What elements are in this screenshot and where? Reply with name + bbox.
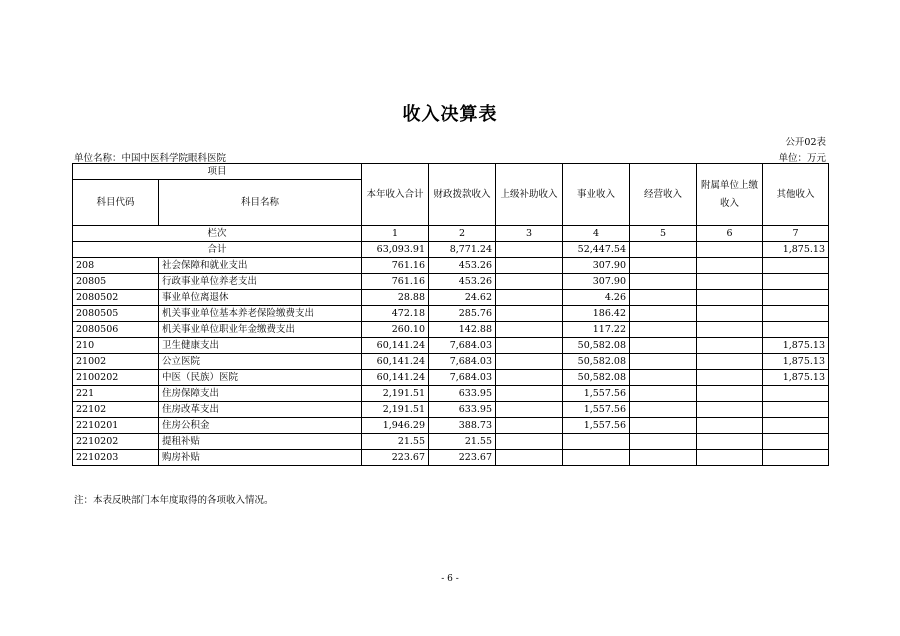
subject-name: 机关事业单位基本养老保险缴费支出 bbox=[159, 306, 362, 322]
amount-cell bbox=[496, 258, 563, 274]
total-row bbox=[73, 242, 829, 258]
amount-cell bbox=[763, 322, 829, 338]
subject-code: 210 bbox=[73, 338, 159, 354]
amount-cell: 2,191.51 bbox=[362, 402, 429, 418]
col-num: 5 bbox=[630, 226, 697, 242]
subject-name: 卫生健康支出 bbox=[159, 338, 362, 354]
amount-cell: 50,582.08 bbox=[563, 370, 630, 386]
amount-cell: 50,582.08 bbox=[563, 338, 630, 354]
amount-cell bbox=[697, 354, 763, 370]
table-row bbox=[73, 274, 829, 290]
table-row bbox=[73, 306, 829, 322]
page-title: 收入决算表 bbox=[402, 104, 498, 125]
subject-name: 社会保障和就业支出 bbox=[159, 258, 362, 274]
amount-cell: 633.95 bbox=[429, 402, 496, 418]
amount-cell bbox=[496, 274, 563, 290]
subject-code: 2080502 bbox=[73, 290, 159, 306]
header-total: 本年收入合计 bbox=[362, 164, 429, 226]
amount-cell: 472.18 bbox=[362, 306, 429, 322]
amount-cell: 50,582.08 bbox=[563, 354, 630, 370]
subject-code: 21002 bbox=[73, 354, 159, 370]
total-value bbox=[496, 242, 563, 258]
subject-name: 公立医院 bbox=[159, 354, 362, 370]
amount-cell: 28.88 bbox=[362, 290, 429, 306]
header-business: 事业收入 bbox=[563, 164, 630, 226]
amount-cell: 1,557.56 bbox=[563, 418, 630, 434]
total-value bbox=[630, 242, 697, 258]
amount-cell bbox=[697, 258, 763, 274]
table-row bbox=[73, 402, 829, 418]
amount-cell bbox=[697, 402, 763, 418]
amount-cell bbox=[630, 434, 697, 450]
amount-cell bbox=[630, 450, 697, 466]
amount-cell bbox=[697, 274, 763, 290]
amount-cell bbox=[763, 450, 829, 466]
total-value: 1,875.13 bbox=[763, 242, 829, 258]
table-row bbox=[73, 370, 829, 386]
header-other: 其他收入 bbox=[763, 164, 829, 226]
amount-cell: 453.26 bbox=[429, 258, 496, 274]
amount-cell bbox=[763, 434, 829, 450]
amount-cell bbox=[496, 386, 563, 402]
amount-cell: 761.16 bbox=[362, 274, 429, 290]
amount-cell: 21.55 bbox=[429, 434, 496, 450]
subject-name: 提租补贴 bbox=[159, 434, 362, 450]
amount-cell bbox=[496, 418, 563, 434]
amount-cell: 142.88 bbox=[429, 322, 496, 338]
footnote: 注：本表反映部门本年度取得的各项收入情况。 bbox=[74, 495, 274, 506]
amount-cell bbox=[630, 402, 697, 418]
subject-name: 行政事业单位养老支出 bbox=[159, 274, 362, 290]
col-num: 7 bbox=[763, 226, 829, 242]
table-row bbox=[73, 258, 829, 274]
amount-cell: 388.73 bbox=[429, 418, 496, 434]
amount-cell bbox=[630, 386, 697, 402]
amount-cell bbox=[630, 354, 697, 370]
amount-cell bbox=[496, 290, 563, 306]
amount-cell: 24.62 bbox=[429, 290, 496, 306]
amount-cell bbox=[763, 418, 829, 434]
subject-name: 中医（民族）医院 bbox=[159, 370, 362, 386]
col-num: 1 bbox=[362, 226, 429, 242]
amount-cell: 307.90 bbox=[563, 258, 630, 274]
subject-name: 购房补贴 bbox=[159, 450, 362, 466]
form-number: 公开02表 bbox=[785, 137, 826, 148]
amount-cell: 7,684.03 bbox=[429, 354, 496, 370]
amount-cell: 260.10 bbox=[362, 322, 429, 338]
amount-cell bbox=[630, 322, 697, 338]
amount-cell bbox=[697, 434, 763, 450]
amount-cell: 60,141.24 bbox=[362, 338, 429, 354]
table-body bbox=[73, 226, 829, 466]
table-row bbox=[73, 322, 829, 338]
amount-cell: 1,875.13 bbox=[763, 370, 829, 386]
amount-cell: 7,684.03 bbox=[429, 370, 496, 386]
subject-name: 住房公积金 bbox=[159, 418, 362, 434]
header-item: 项目 bbox=[73, 164, 362, 180]
amount-cell bbox=[697, 370, 763, 386]
subject-code: 2210202 bbox=[73, 434, 159, 450]
subject-name: 住房改革支出 bbox=[159, 402, 362, 418]
amount-cell: 633.95 bbox=[429, 386, 496, 402]
col-num: 6 bbox=[697, 226, 763, 242]
amount-cell bbox=[563, 434, 630, 450]
subject-name: 事业单位离退休 bbox=[159, 290, 362, 306]
amount-cell: 7,684.03 bbox=[429, 338, 496, 354]
subject-code: 208 bbox=[73, 258, 159, 274]
currency-unit: 单位：万元 bbox=[778, 153, 826, 164]
amount-cell bbox=[697, 338, 763, 354]
amount-cell: 223.67 bbox=[362, 450, 429, 466]
amount-cell bbox=[496, 370, 563, 386]
amount-cell bbox=[496, 322, 563, 338]
amount-cell bbox=[763, 386, 829, 402]
subject-code: 221 bbox=[73, 386, 159, 402]
amount-cell: 2,191.51 bbox=[362, 386, 429, 402]
column-number-row bbox=[73, 226, 829, 242]
amount-cell bbox=[563, 450, 630, 466]
subject-name: 机关事业单位职业年金缴费支出 bbox=[159, 322, 362, 338]
amount-cell bbox=[630, 258, 697, 274]
col-num: 3 bbox=[496, 226, 563, 242]
amount-cell bbox=[630, 338, 697, 354]
amount-cell bbox=[496, 434, 563, 450]
amount-cell bbox=[496, 354, 563, 370]
subject-code: 2080505 bbox=[73, 306, 159, 322]
subject-code: 2080506 bbox=[73, 322, 159, 338]
amount-cell bbox=[630, 306, 697, 322]
amount-cell: 186.42 bbox=[563, 306, 630, 322]
amount-cell bbox=[763, 402, 829, 418]
subject-code: 2210201 bbox=[73, 418, 159, 434]
header-code: 科目代码 bbox=[73, 180, 159, 226]
amount-cell bbox=[763, 306, 829, 322]
header-fiscal: 财政拨款收入 bbox=[429, 164, 496, 226]
amount-cell: 117.22 bbox=[563, 322, 630, 338]
header-affiliate: 附属单位上缴收入 bbox=[697, 164, 763, 226]
subject-code: 20805 bbox=[73, 274, 159, 290]
col-num: 4 bbox=[563, 226, 630, 242]
amount-cell: 761.16 bbox=[362, 258, 429, 274]
amount-cell: 1,557.56 bbox=[563, 386, 630, 402]
amount-cell: 285.76 bbox=[429, 306, 496, 322]
amount-cell: 453.26 bbox=[429, 274, 496, 290]
amount-cell: 1,875.13 bbox=[763, 354, 829, 370]
header-superior: 上级补助收入 bbox=[496, 164, 563, 226]
amount-cell bbox=[697, 418, 763, 434]
amount-cell: 1,875.13 bbox=[763, 338, 829, 354]
amount-cell bbox=[630, 370, 697, 386]
amount-cell: 60,141.24 bbox=[362, 354, 429, 370]
header-name: 科目名称 bbox=[159, 180, 362, 226]
table-row bbox=[73, 434, 829, 450]
subject-code: 2210203 bbox=[73, 450, 159, 466]
amount-cell bbox=[697, 290, 763, 306]
header-operating: 经营收入 bbox=[630, 164, 697, 226]
col-num: 2 bbox=[429, 226, 496, 242]
table-row bbox=[73, 354, 829, 370]
amount-cell bbox=[496, 450, 563, 466]
amount-cell bbox=[630, 274, 697, 290]
amount-cell bbox=[630, 418, 697, 434]
column-label: 栏次 bbox=[73, 226, 362, 242]
amount-cell bbox=[630, 290, 697, 306]
amount-cell bbox=[496, 306, 563, 322]
table-row bbox=[73, 386, 829, 402]
amount-cell bbox=[496, 338, 563, 354]
amount-cell bbox=[763, 290, 829, 306]
amount-cell: 307.90 bbox=[563, 274, 630, 290]
page-number: - 6 - bbox=[441, 574, 459, 584]
total-value bbox=[697, 242, 763, 258]
subject-code: 2100202 bbox=[73, 370, 159, 386]
table-row bbox=[73, 418, 829, 434]
income-table bbox=[72, 163, 829, 466]
total-label: 合计 bbox=[73, 242, 362, 258]
amount-cell bbox=[697, 322, 763, 338]
unit-name: 单位名称：中国中医科学院眼科医院 bbox=[74, 153, 227, 164]
total-value: 8,771.24 bbox=[429, 242, 496, 258]
amount-cell bbox=[697, 306, 763, 322]
amount-cell: 1,557.56 bbox=[563, 402, 630, 418]
amount-cell: 60,141.24 bbox=[362, 370, 429, 386]
amount-cell: 4.26 bbox=[563, 290, 630, 306]
subject-code: 22102 bbox=[73, 402, 159, 418]
subject-name: 住房保障支出 bbox=[159, 386, 362, 402]
amount-cell bbox=[697, 386, 763, 402]
amount-cell: 21.55 bbox=[362, 434, 429, 450]
amount-cell: 223.67 bbox=[429, 450, 496, 466]
amount-cell bbox=[763, 274, 829, 290]
amount-cell: 1,946.29 bbox=[362, 418, 429, 434]
total-value: 63,093.91 bbox=[362, 242, 429, 258]
amount-cell bbox=[496, 402, 563, 418]
table-row bbox=[73, 290, 829, 306]
total-value: 52,447.54 bbox=[563, 242, 630, 258]
table-row bbox=[73, 338, 829, 354]
amount-cell bbox=[763, 258, 829, 274]
amount-cell bbox=[697, 450, 763, 466]
table-row bbox=[73, 450, 829, 466]
